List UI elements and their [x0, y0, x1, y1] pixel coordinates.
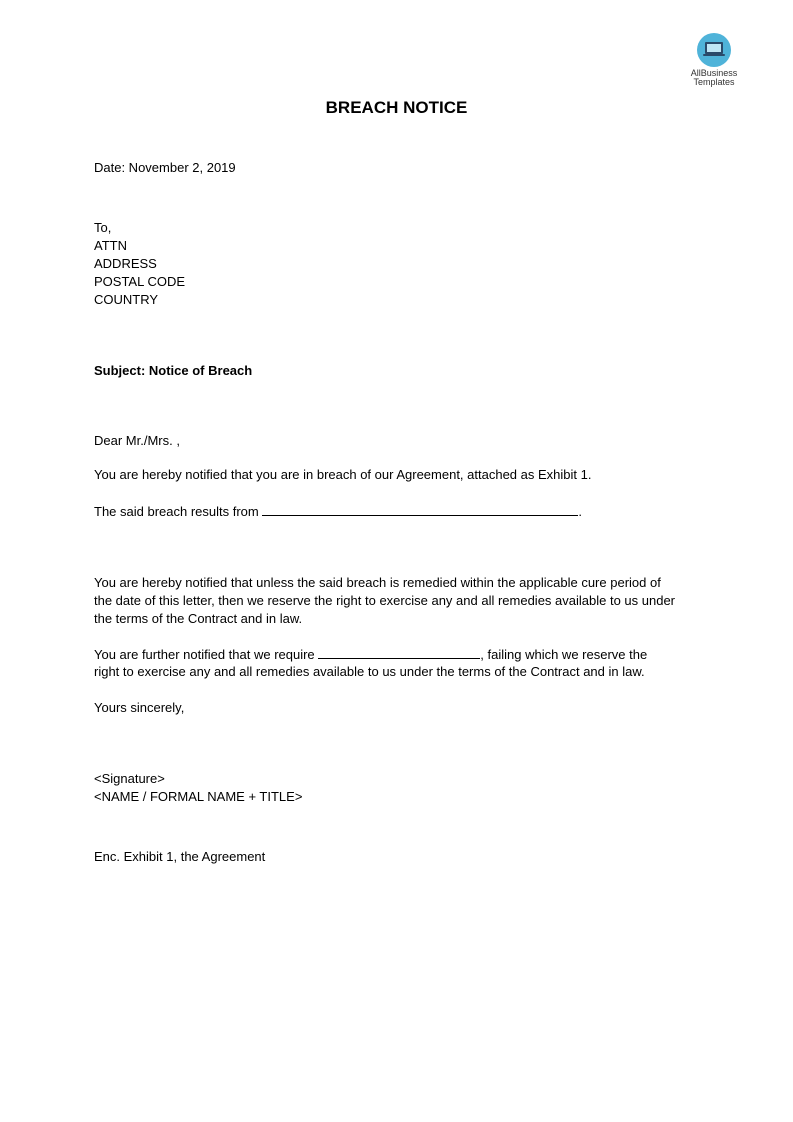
- recipient-to: To,: [94, 220, 112, 235]
- paragraph-breach-notified: You are hereby notified that you are in breach of our Agreement, attached as Exhibit 1.: [94, 467, 592, 482]
- require-text-after: , failing which we reserve the: [480, 647, 648, 662]
- logo-text: AllBusiness Templates: [690, 68, 738, 87]
- paragraph-cure-line-2: the date of this letter, then we reserve the right to exercise any and all remedies available to us under: [94, 593, 676, 608]
- requirement-blank: [318, 645, 480, 659]
- recipient-postal-code: POSTAL CODE: [94, 274, 186, 289]
- document-title: BREACH NOTICE: [325, 98, 468, 117]
- require-text: You are further notified that we require: [94, 647, 319, 662]
- breach-cause-blank: [262, 502, 578, 516]
- breach-results-text: The said breach results from: [94, 504, 263, 519]
- allbusiness-templates-logo: [683, 33, 745, 87]
- paragraph-require-line-2: right to exercise any and all remedies available to us under the terms of the Contract and in law.: [94, 664, 645, 679]
- date-line: Date: November 2, 2019: [94, 160, 236, 175]
- laptop-icon: [697, 33, 731, 67]
- paragraph-cure-line-3: the terms of the Contract and in law.: [94, 611, 303, 626]
- recipient-address: ADDRESS: [94, 256, 157, 271]
- subject-line: Subject: Notice of Breach: [94, 363, 253, 378]
- breach-results-period: .: [578, 504, 582, 519]
- salutation: Dear Mr./Mrs. ,: [94, 433, 180, 448]
- signature-placeholder: <Signature>: [94, 771, 165, 786]
- recipient-country: COUNTRY: [94, 292, 159, 307]
- enclosure-line: Enc. Exhibit 1, the Agreement: [94, 849, 266, 864]
- paragraph-cure-line-1: You are hereby notified that unless the said breach is remedied within the applicable cure period of: [94, 575, 661, 590]
- recipient-attn: ATTN: [94, 238, 127, 253]
- name-title-placeholder: <NAME / FORMAL NAME + TITLE>: [94, 789, 303, 804]
- paragraph-breach-results: [94, 502, 582, 521]
- closing: Yours sincerely,: [94, 700, 185, 715]
- paragraph-require-line-1: [94, 645, 647, 664]
